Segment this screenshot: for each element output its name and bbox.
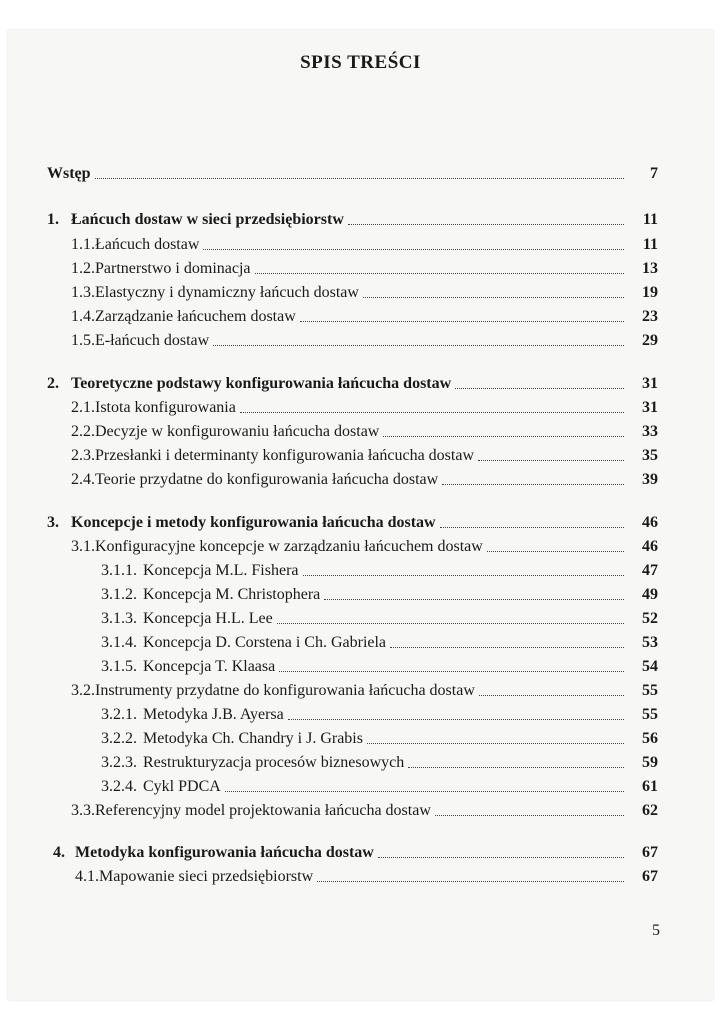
toc-entry-label: Przesłanki i determinanty konfigurowania łańcucha dostaw	[95, 447, 474, 464]
toc-leader-dots	[408, 767, 624, 768]
toc-entry-number: 3.	[47, 514, 59, 531]
toc-leader-dots	[487, 551, 624, 552]
toc-entry-3-1-2	[101, 584, 658, 606]
toc-entry-number: 3.3.	[71, 802, 95, 819]
toc-entry-page: 39	[642, 471, 658, 488]
toc-entry-label: Koncepcje i metody konfigurowania łańcucha dostaw	[71, 514, 436, 531]
toc-entry-page: 62	[642, 802, 658, 819]
toc-entry-label: Łańcuch dostaw w sieci przedsiębiorstw	[71, 211, 344, 228]
toc-leader-dots	[455, 388, 624, 389]
toc-leader-dots	[95, 178, 624, 179]
toc-leader-dots	[348, 224, 624, 225]
toc-entry-label: Instrumenty przydatne do konfigurowania łańcucha dostaw	[95, 682, 475, 699]
toc-entry-3-2-1	[101, 704, 658, 726]
toc-entry-number: 3.1.5.	[101, 658, 137, 675]
toc-entry-page: 29	[642, 332, 658, 349]
toc-entry-number: 3.2.4.	[101, 778, 137, 795]
toc-entry-label: Mapowanie sieci przedsiębiorstw	[99, 868, 314, 885]
toc-leader-dots	[225, 791, 624, 792]
toc-leader-dots	[279, 671, 624, 672]
toc-leader-dots	[479, 695, 624, 696]
toc-entry-label: Metodyka konfigurowania łańcucha dostaw	[75, 844, 374, 861]
toc-entry-number: 3.1.3.	[101, 610, 137, 627]
toc-entry-page: 23	[642, 308, 658, 325]
toc-leader-dots	[203, 249, 624, 250]
toc-leader-dots	[378, 857, 624, 858]
toc-leader-dots	[240, 412, 624, 413]
toc-entry-label: Referencyjny model projektowania łańcucha dostaw	[95, 802, 431, 819]
toc-entry-2-1	[71, 397, 658, 419]
toc-entry-label: Metodyka J.B. Ayersa	[143, 706, 284, 723]
toc-entry-number: 1.4.	[71, 308, 95, 325]
toc-entry-page: 59	[642, 754, 658, 771]
toc-leader-dots	[277, 623, 624, 624]
page-title: SPIS TREŚCI	[300, 52, 421, 73]
toc-entry-chapter-1	[47, 209, 658, 231]
toc-entry-3-2	[71, 680, 658, 702]
toc-entry-number: 1.1.	[71, 236, 95, 253]
toc-entry-number: 3.2.3.	[101, 754, 137, 771]
toc-leader-dots	[213, 345, 624, 346]
toc-entry-page: 55	[642, 682, 658, 699]
toc-entry-number: 3.2.1.	[101, 706, 137, 723]
toc-entry-number: 1.3.	[71, 284, 95, 301]
toc-entry-label: E-łańcuch dostaw	[95, 332, 210, 349]
toc-entry-chapter-2	[47, 373, 658, 395]
toc-entry-label: Wstęp	[47, 165, 91, 182]
toc-entry-chapter-4	[53, 842, 658, 864]
toc-entry-label: Restrukturyzacja procesów biznesowych	[143, 754, 405, 771]
toc-leader-dots	[440, 527, 624, 528]
toc-entry-1-3	[71, 282, 658, 304]
toc-entry-2-4	[71, 469, 658, 491]
toc-entry-number: 3.1.4.	[101, 634, 137, 651]
toc-entry-page: 13	[642, 260, 658, 277]
toc-entry-3-1-1	[101, 560, 658, 582]
toc-leader-dots	[288, 719, 624, 720]
toc-entry-3-1-4	[101, 632, 658, 654]
toc-entry-2-3	[71, 445, 658, 467]
toc-entry-number: 1.2.	[71, 260, 95, 277]
toc-entry-page: 61	[642, 778, 658, 795]
toc-entry-3-2-2	[101, 728, 658, 750]
toc-entry-2-2	[71, 421, 658, 443]
toc-entry-number: 3.2.	[71, 682, 95, 699]
toc-leader-dots	[367, 743, 624, 744]
toc-entry-number: 2.1.	[71, 399, 95, 416]
toc-leader-dots	[363, 297, 624, 298]
toc-leader-dots	[390, 647, 624, 648]
toc-entry-page: 11	[642, 211, 658, 228]
toc-entry-number: 3.2.2.	[101, 730, 137, 747]
toc-entry-3-2-4	[101, 776, 658, 798]
toc-entry-page: 46	[642, 538, 658, 555]
toc-entry-page: 35	[642, 447, 658, 464]
toc-entry-number: 3.1.1.	[101, 562, 137, 579]
toc-entry-page: 55	[642, 706, 658, 723]
toc-entry-4-1	[75, 866, 658, 888]
toc-entry-label: Cykl PDCA	[143, 778, 221, 795]
toc-entry-1-4	[71, 306, 658, 328]
toc-entry-page: 56	[642, 730, 658, 747]
toc-entry-label: Teorie przydatne do konfigurowania łańcucha dostaw	[95, 471, 439, 488]
toc-entry-label: Teoretyczne podstawy konfigurowania łańcucha dostaw	[71, 375, 452, 392]
toc-leader-dots	[383, 436, 624, 437]
toc-entry-page: 31	[642, 399, 658, 416]
toc-entry-number: 4.1.	[75, 868, 99, 885]
toc-entry-1-1	[71, 234, 658, 256]
toc-entry-page: 11	[642, 236, 658, 253]
toc-leader-dots	[478, 460, 624, 461]
toc-entry-page: 7	[650, 165, 658, 182]
toc-leader-dots	[303, 575, 624, 576]
toc-entry-page: 46	[642, 514, 658, 531]
toc-leader-dots	[255, 273, 624, 274]
toc-entry-number: 4.	[53, 844, 65, 861]
toc-entry-page: 52	[642, 610, 658, 627]
toc-entry-label: Metodyka Ch. Chandry i J. Grabis	[143, 730, 363, 747]
toc-entry-label: Decyzje w konfigurowaniu łańcucha dostaw	[95, 423, 380, 440]
toc-entry-page: 19	[642, 284, 658, 301]
toc-leader-dots	[300, 321, 624, 322]
toc-entry-page: 67	[642, 844, 658, 861]
toc-entry-label: Elastyczny i dynamiczny łańcuch dostaw	[95, 284, 359, 301]
toc-entry-number: 2.2.	[71, 423, 95, 440]
toc-entry-1-2	[71, 258, 658, 280]
toc-entry-label: Zarządzanie łańcuchem dostaw	[95, 308, 296, 325]
toc-leader-dots	[324, 599, 624, 600]
toc-entry-label: Konfiguracyjne koncepcje w zarządzaniu łańcuchem dostaw	[95, 538, 483, 555]
toc-entry-page: 31	[642, 375, 658, 392]
toc-entry-page: 53	[642, 634, 658, 651]
toc-entry-label: Istota konfigurowania	[95, 399, 236, 416]
toc-entry-chapter-3	[47, 512, 658, 534]
toc-entry-label: Partnerstwo i dominacja	[95, 260, 251, 277]
toc-entry-page: 47	[642, 562, 658, 579]
toc-entry-3-2-3	[101, 752, 658, 774]
toc-entry-label: Koncepcja M. Christophera	[143, 586, 321, 603]
toc-entry-wstep	[47, 163, 658, 185]
toc-entry-number: 1.5.	[71, 332, 95, 349]
toc-entry-number: 3.1.	[71, 538, 95, 555]
toc-entry-label: Koncepcja T. Klaasa	[143, 658, 276, 675]
toc-entry-label: Koncepcja H.L. Lee	[143, 610, 273, 627]
toc-entry-label: Koncepcja M.L. Fishera	[143, 562, 299, 579]
toc-leader-dots	[435, 815, 624, 816]
toc-entry-3-1-3	[101, 608, 658, 630]
toc-entry-number: 2.	[47, 375, 59, 392]
toc-entry-number: 2.4.	[71, 471, 95, 488]
toc-entry-number: 1.	[47, 211, 59, 228]
toc-entry-number: 2.3.	[71, 447, 95, 464]
toc-entry-page: 49	[642, 586, 658, 603]
toc-entry-page: 67	[642, 868, 658, 885]
toc-entry-page: 54	[642, 658, 658, 675]
toc-entry-3-1	[71, 536, 658, 558]
toc-entry-label: Łańcuch dostaw	[95, 236, 200, 253]
toc-entry-label: Koncepcja D. Corstena i Ch. Gabriela	[143, 634, 387, 651]
toc-entry-page: 33	[642, 423, 658, 440]
toc-entry-1-5	[71, 330, 658, 352]
toc-leader-dots	[317, 881, 624, 882]
toc-leader-dots	[442, 484, 624, 485]
toc-entry-3-1-5	[101, 656, 658, 678]
toc-entry-3-3	[71, 800, 658, 822]
toc-entry-number: 3.1.2.	[101, 586, 137, 603]
page-number: 5	[652, 922, 660, 939]
